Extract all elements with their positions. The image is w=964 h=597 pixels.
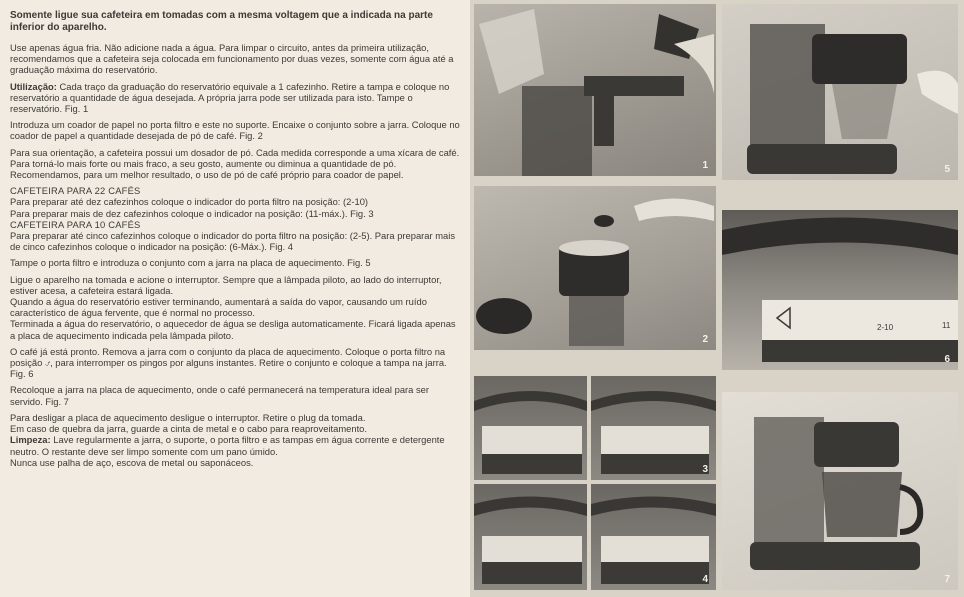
figure-4-number: 4: [702, 574, 708, 585]
usage-text: Cada traço da graduação do reservatório equivale a 1 cafezinho. Retire a tampa e coloque no reservatório a quantidade de água desejada. A própria jarra pode ser utilizada para isto. Tampe o reservatório. Fig. 1: [10, 80, 450, 115]
figure-6-illustration: [722, 210, 958, 370]
figure-3-left: [474, 376, 587, 480]
voltage-warning: Somente ligue sua cafeteira em tomadas com a mesma voltagem que a indicada na parte inferior do aparelho.: [10, 10, 433, 33]
paragraph-auto-off: Terminada a água do reservatório, o aquecedor de água se desliga automaticamente. Ficará ligada apenas a placa de aquecimento indicada pela lâmpada piloto.: [10, 318, 456, 341]
paragraph-first-use: Use apenas água fria. Não adicione nada a água. Para limpar o circuito, antes da primeira utilização, recomendamos que a cafeteira seja colocada em funcionamento por duas vezes, somente com água até a graduação máxima do reservatório.: [10, 42, 454, 76]
paragraph-usage: [10, 81, 460, 115]
figure-7-illustration: [722, 392, 958, 590]
figure-6: [722, 210, 958, 370]
paragraph-broken-jar: Em caso de quebra da jarra, guarde a cinta de metal e o cabo para reaproveitamento.: [10, 423, 367, 435]
figure-2: [474, 186, 716, 350]
paragraph-warning: Nunca use palha de aço, escova de metal ou saponáceos.: [10, 456, 254, 468]
dial-label-11: 11: [942, 321, 951, 330]
figure-4-left: [474, 484, 587, 590]
figure-3-illustration: [591, 376, 716, 480]
figure-2-number: 2: [702, 334, 708, 345]
figure-4: [591, 484, 716, 590]
paragraph-ready: O café já está pronto. Remova a jarra com o conjunto da placa de aquecimento. Coloque o porta filtro na posição ⍻, para interromper os pingos por alguns instantes. Retire o conjunto e coloque a tampa na jarra. Fig. 6: [10, 345, 447, 380]
paragraph-switch-off: Para desligar a placa de aquecimento desligue o interruptor. Retire o plug da tomada.: [10, 411, 366, 423]
figure-5-illustration: [722, 4, 958, 180]
paragraph-recommend: Recomendamos, para um melhor resultado, o uso de pó de café próprio para coador de papel.: [10, 169, 404, 181]
paragraph-cleaning: [10, 434, 460, 456]
figure-3-left-illustration: [474, 376, 587, 480]
figure-4-left-illustration: [474, 484, 587, 590]
paragraph-switch-on: Ligue o aparelho na tomada e acione o interruptor. Sempre que a lâmpada piloto, ao lado do interruptor, estiver acesa, a cafeteira estará ligada.: [10, 273, 442, 296]
figure-2-illustration: [474, 186, 716, 350]
figure-1-illustration: [474, 4, 716, 176]
figure-1: [474, 4, 716, 176]
paragraph-steam: Quando a água do reservatório estiver terminando, aumentará a saída do vapor, causando um ruído característico de água fervente, que é normal no processo.: [10, 296, 427, 319]
instructions-page: [0, 0, 470, 597]
figure-3-number: 3: [702, 464, 708, 475]
paragraph-22-a: Para preparar até dez cafezinhos coloque o indicador do porta filtro na posição: (2-10): [10, 196, 369, 208]
paragraph-filter: Introduza um coador de papel no porta filtro e este no suporte. Encaixe o conjunto sobre a jarra. Coloque no coador de papel a quantidade desejada de pó de café. Fig. 2: [10, 119, 460, 142]
paragraph-keep-warm: Recoloque a jarra na placa de aquecimento, onde o café permanecerá na temperatura ideal para ser servido. Fig. 7: [10, 384, 430, 407]
figure-5-number: 5: [944, 164, 950, 175]
figure-4-illustration: [591, 484, 716, 590]
heading-10-cups: CAFETEIRA PARA 10 CAFÉS: [10, 218, 141, 230]
dial-label-2-10: 2-10: [877, 323, 894, 332]
paragraph-22-b: Para preparar mais de dez cafezinhos coloque o indicador na posição: (11-máx.). Fig. 3: [10, 207, 374, 219]
figures-page: [470, 0, 964, 597]
figure-7-number: 7: [944, 574, 950, 585]
figure-6-number: 6: [944, 354, 950, 365]
figure-5: [722, 4, 958, 180]
cleaning-lead: Limpeza:: [10, 434, 51, 446]
heading-22-cups: CAFETEIRA PARA 22 CAFÉS: [10, 185, 141, 197]
paragraph-doser: Para sua orientação, a cafeteira possui um dosador de pó. Cada medida corresponde a uma xícara de café. Para torná-lo mais forte ou mais fraco, a seu gosto, aumente ou diminua a quantidade de pó.: [10, 146, 460, 169]
paragraph-close-filter: Tampe o porta filtro e introduza o conjunto com a jarra na placa de aquecimento. Fig. 5: [10, 257, 371, 269]
figure-7: [722, 392, 958, 590]
figure-3: [591, 376, 716, 480]
figure-1-number: 1: [702, 160, 708, 171]
cleaning-text: Lave regularmente a jarra, o suporte, o porta filtro e as tampas em água corrente e detergente neutro. O restante deve ser limpo somente com um pano úmido.: [10, 434, 445, 457]
paragraph-10: Para preparar até cinco cafezinhos coloque o indicador do porta filtro na posição: (2-5). Para preparar mais de cinco cafezinhos coloque o indicador na posição: (6-Máx.). Fig. 4: [10, 230, 456, 253]
usage-lead: Utilização:: [10, 80, 57, 92]
